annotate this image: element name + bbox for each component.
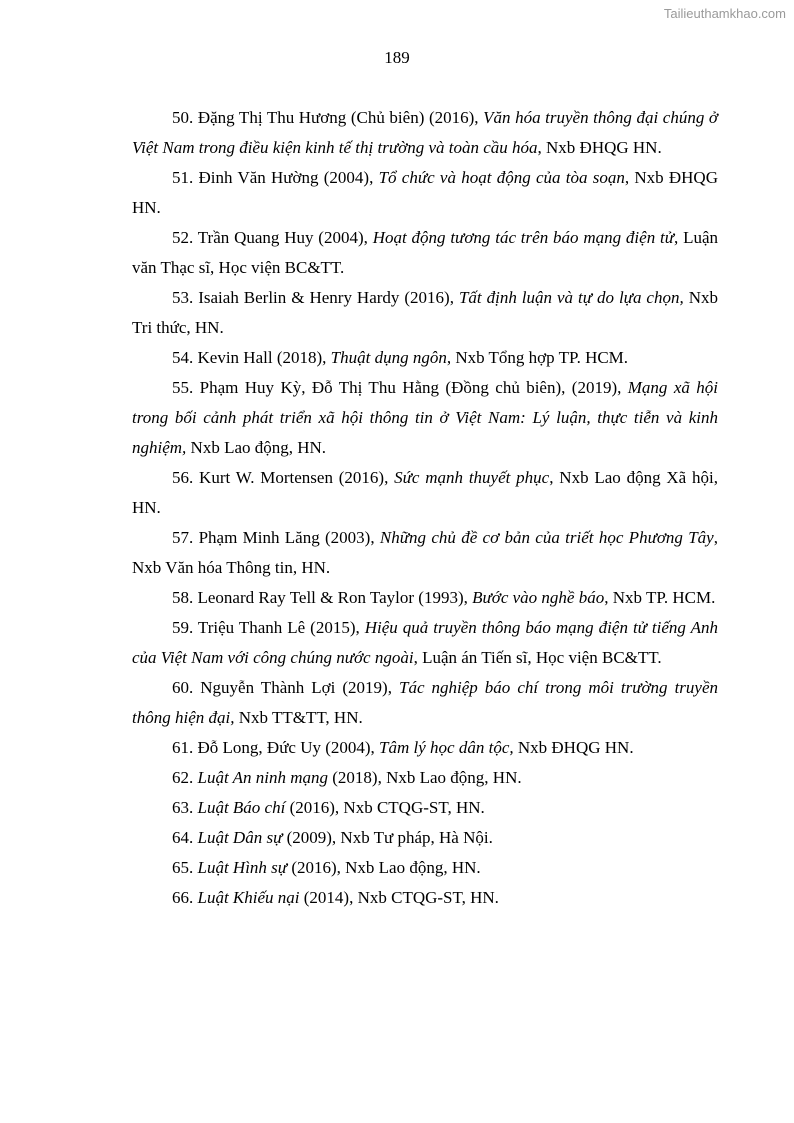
reference-item: [132, 103, 718, 163]
reference-title: Luật Khiếu nại: [197, 888, 300, 907]
reference-title: Hoạt động tương tác trên báo mạng điện tử: [372, 228, 674, 247]
reference-publisher: (2018), Nxb Lao động, HN.: [328, 768, 522, 787]
reference-title: Hiệu quả truyền thông báo mạng điện tử tiếng Anh của Việt Nam với công chúng nước ngoài: [132, 618, 718, 667]
reference-title: Tâm lý học dân tộc,: [379, 738, 514, 757]
reference-publisher: , Nxb Lao động Xã hội, HN.: [132, 468, 718, 517]
reference-publisher: (2016), Nxb CTQG-ST, HN.: [285, 798, 485, 817]
reference-authors-year: 54. Kevin Hall (2018),: [172, 348, 331, 367]
reference-publisher: , Nxb Văn hóa Thông tin, HN.: [132, 528, 718, 577]
reference-item: [132, 673, 718, 733]
reference-list: [132, 103, 718, 913]
reference-title: Sức mạnh thuyết phục: [394, 468, 550, 487]
reference-item: [132, 733, 718, 763]
reference-item: [132, 223, 718, 283]
reference-publisher: (2009), Nxb Tư pháp, Hà Nội.: [282, 828, 493, 847]
reference-publisher: Nxb Tri thức, HN.: [132, 288, 718, 337]
reference-title: Văn hóa truyền thông đại chúng ở Việt Nam trong điều kiện kinh tế thị trường và toàn cầu hóa: [132, 108, 718, 157]
reference-item: [132, 763, 718, 793]
reference-item: [132, 793, 718, 823]
reference-item: [132, 613, 718, 673]
reference-publisher: Nxb Lao động, HN.: [186, 438, 327, 457]
watermark: Tailieuthamkhao.com: [663, 6, 786, 21]
reference-publisher: (2014), Nxb CTQG-ST, HN.: [299, 888, 499, 907]
reference-authors-year: 64.: [172, 828, 198, 847]
reference-title: Luật Hình sự: [197, 858, 288, 877]
reference-authors-year: 56. Kurt W. Mortensen (2016),: [172, 468, 395, 487]
reference-title: Mạng xã hội trong bối cảnh phát triển xã hội thông tin ở Việt Nam: Lý luận, thực tiễn và kinh nghiệm,: [132, 378, 718, 457]
reference-publisher: (2016), Nxb Lao động, HN.: [287, 858, 481, 877]
reference-title: Luật Báo chí: [197, 798, 286, 817]
reference-item: [132, 583, 718, 613]
reference-item: [132, 523, 718, 583]
reference-publisher: Nxb TT&TT, HN.: [234, 708, 363, 727]
reference-authors-year: 60. Nguyễn Thành Lợi (2019),: [172, 678, 399, 697]
reference-authors-year: 59. Triệu Thanh Lê (2015),: [172, 618, 365, 637]
reference-authors-year: 53. Isaiah Berlin & Henry Hardy (2016),: [172, 288, 459, 307]
reference-title: Tác nghiệp báo chí trong môi trường truyền thông hiện đại,: [132, 678, 718, 727]
reference-publisher: , Nxb TP. HCM.: [604, 588, 716, 607]
reference-publisher: , Nxb ĐHQG HN.: [132, 168, 718, 217]
reference-item: [132, 853, 718, 883]
reference-authors-year: 63.: [172, 798, 198, 817]
reference-publisher: , Nxb Tổng hợp TP. HCM.: [446, 348, 629, 367]
reference-authors-year: 57. Phạm Minh Lăng (2003),: [172, 528, 380, 547]
reference-title: Tổ chức và hoạt động của tòa soạn: [378, 168, 625, 187]
reference-authors-year: 55. Phạm Huy Kỳ, Đỗ Thị Thu Hằng (Đồng chủ biên), (2019),: [172, 378, 628, 397]
reference-title: Những chủ đề cơ bản của triết học Phương Tây: [379, 528, 714, 547]
reference-item: [132, 463, 718, 523]
reference-title: Bước vào nghề báo: [472, 588, 605, 607]
reference-authors-year: 51. Đinh Văn Hường (2004),: [172, 168, 379, 187]
reference-title: Luật Dân sự: [197, 828, 283, 847]
reference-publisher: , Nxb ĐHQG HN.: [537, 138, 662, 157]
page-number: 189: [384, 48, 410, 67]
reference-item: [132, 283, 718, 343]
reference-publisher: , Luận văn Thạc sĩ, Học viện BC&TT.: [132, 228, 718, 277]
reference-title: Luật An ninh mạng: [197, 768, 329, 787]
reference-item: [132, 823, 718, 853]
reference-authors-year: 52. Trần Quang Huy (2004),: [172, 228, 373, 247]
reference-authors-year: 65.: [172, 858, 198, 877]
reference-publisher: Nxb ĐHQG HN.: [513, 738, 634, 757]
reference-authors-year: 62.: [172, 768, 198, 787]
reference-item: [132, 343, 718, 373]
reference-authors-year: 50. Đặng Thị Thu Hương (Chủ biên) (2016),: [172, 108, 484, 127]
reference-publisher: , Luận án Tiến sĩ, Học viện BC&TT.: [413, 648, 662, 667]
reference-item: [132, 163, 718, 223]
reference-authors-year: 61. Đỗ Long, Đức Uy (2004),: [172, 738, 380, 757]
reference-item: [132, 373, 718, 463]
reference-title: Thuật dụng ngôn: [330, 348, 447, 367]
reference-authors-year: 66.: [172, 888, 198, 907]
reference-item: [132, 883, 718, 913]
reference-title: Tất định luận và tự do lựa chọn,: [458, 288, 684, 307]
reference-authors-year: 58. Leonard Ray Tell & Ron Taylor (1993),: [172, 588, 473, 607]
